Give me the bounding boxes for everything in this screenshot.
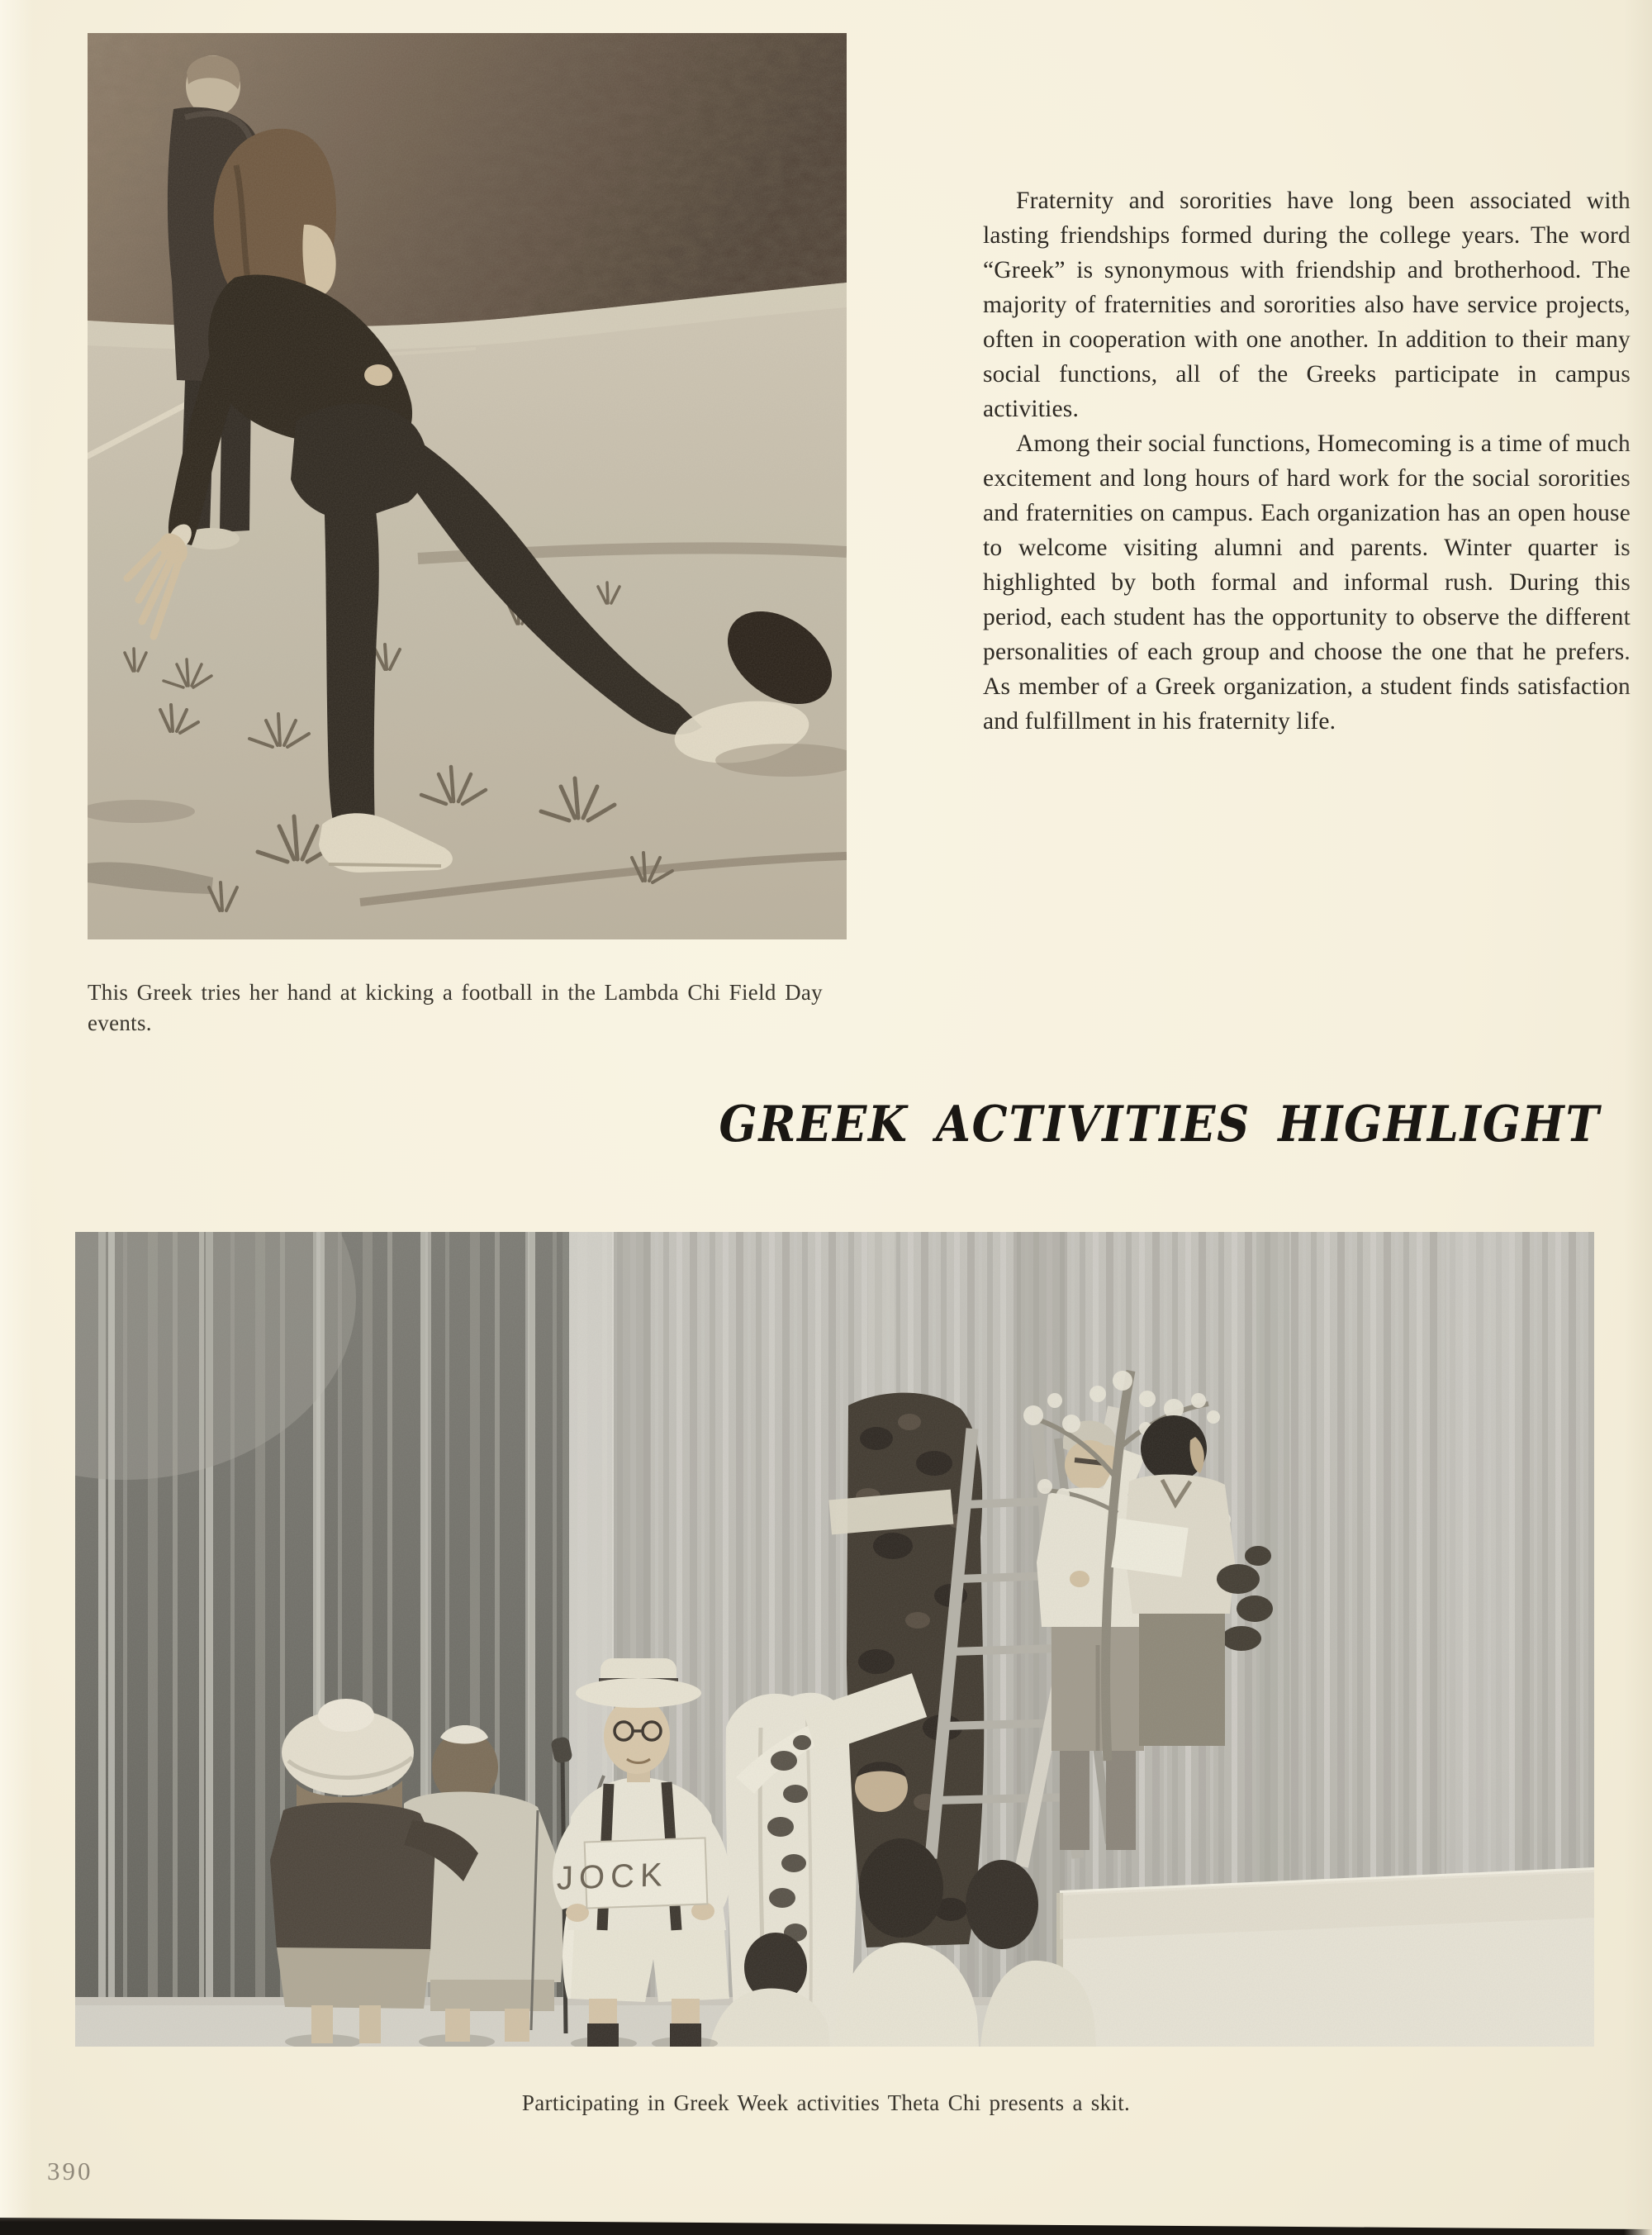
skit-photo: [75, 1232, 1594, 2047]
page-headline: GREEK ACTIVITIES HIGHLIGHT: [719, 1096, 1600, 1153]
film-grain: [75, 1232, 1594, 2047]
article-column: [983, 183, 1631, 739]
field-day-caption: This Greek tries her hand at kicking a football in the Lambda Chi Field Day events.: [88, 980, 823, 1035]
jock-sign-text: JOCK: [556, 1857, 668, 1897]
page-number: 390: [47, 2157, 93, 2185]
book-edge-bar: [0, 2206, 1652, 2235]
field-day-photo: [88, 33, 847, 939]
skit-caption: Participating in Greek Week activities Theta Chi presents a skit.: [521, 2090, 1131, 2115]
film-grain: [88, 33, 847, 939]
article-paragraph: Fraternity and sororities have long been associated with lasting friendships formed during the college years. The word “Greek” is synonymous with friendship and brotherhood. The majority of fraternities and sororities also have service projects, often in cooperation with one another. In addition to their many social functions, all of the Greeks participate in campus activities.: [983, 188, 1631, 422]
article-paragraph: Among their social functions, Homecoming is a time of much excitement and long hours of hard work for the social sororities and fraternities on campus. Each organization has an open house to welcome visiting alumni and parents. Winter quarter is highlighted by both formal and informal rush. During this period, each student has the opportunity to observe the different personalities of each group and choose the one that he prefers. As member of a Greek organization, a student finds satisfaction and fulfillment in his fraternity life.: [983, 430, 1631, 735]
